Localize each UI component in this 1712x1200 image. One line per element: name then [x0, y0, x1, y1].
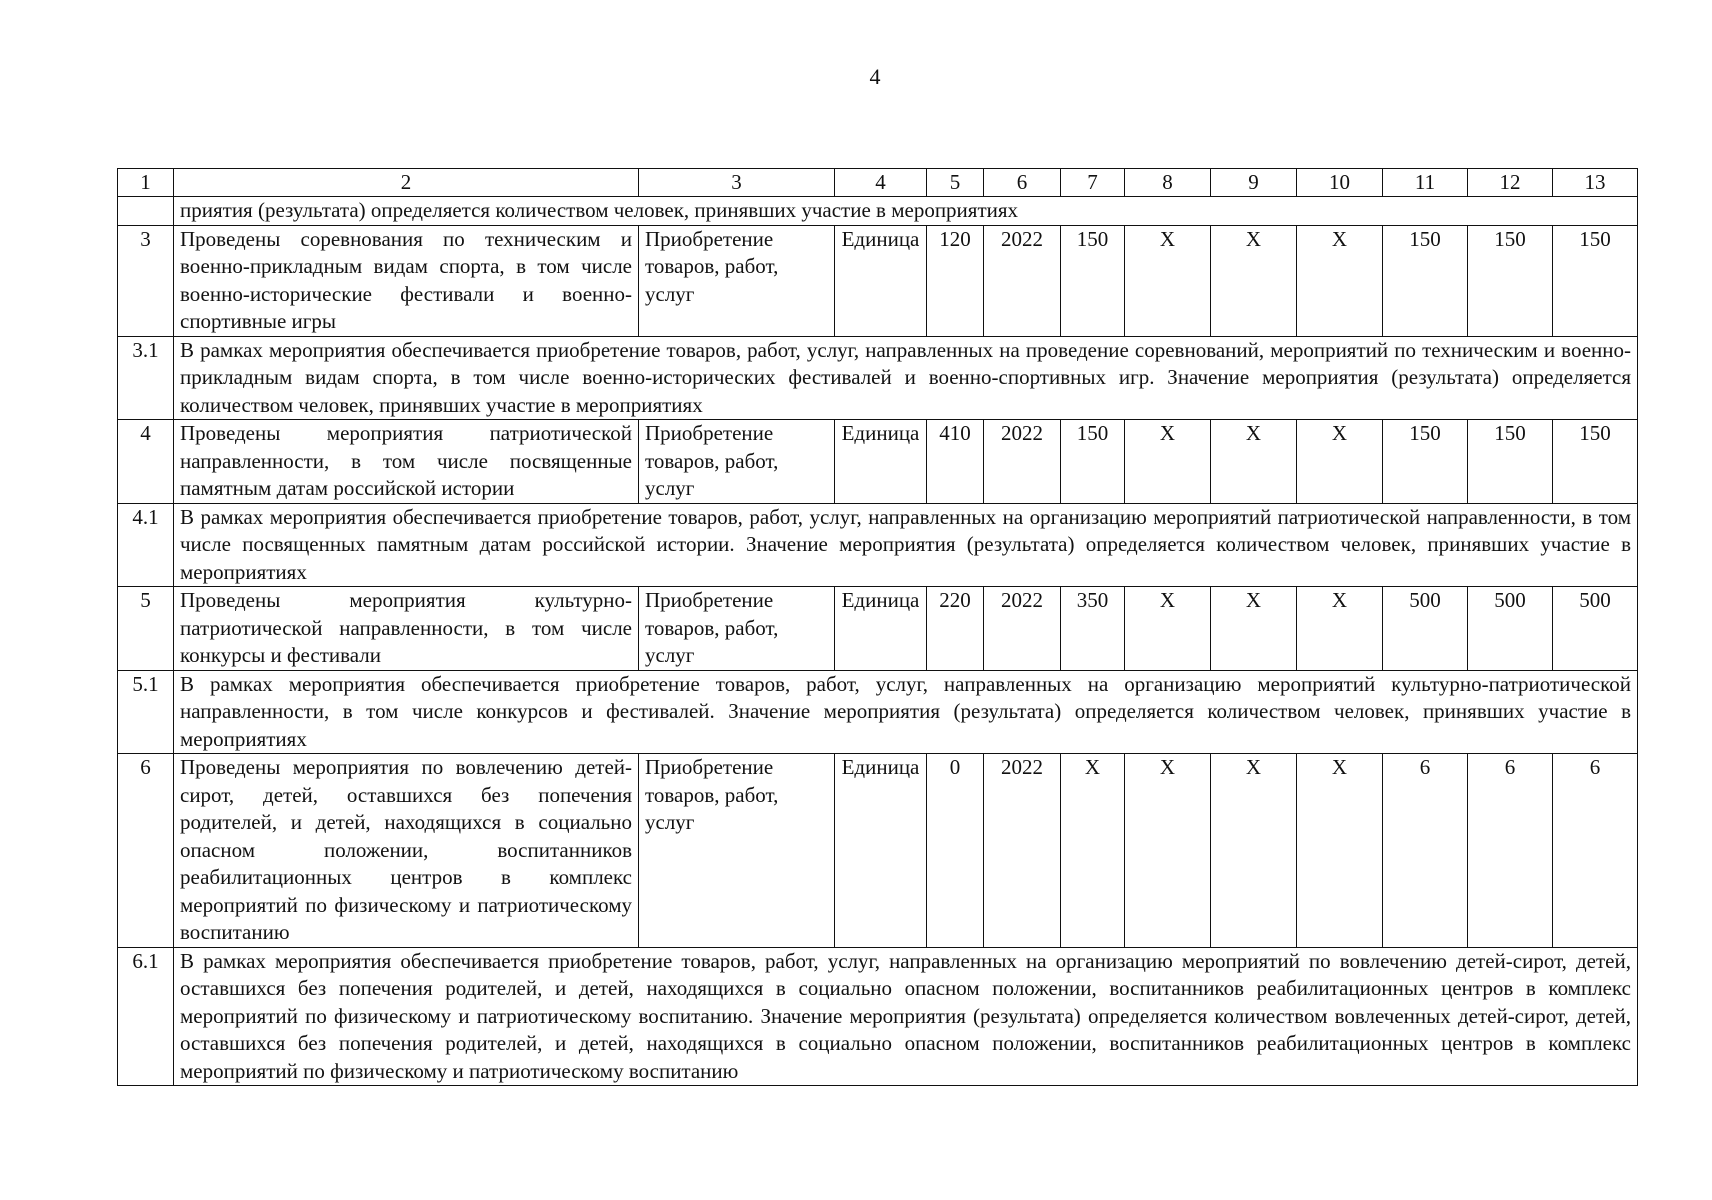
value-cell-c8: X — [1125, 420, 1211, 504]
col-header: 10 — [1297, 169, 1383, 197]
value-cell-c9: X — [1211, 587, 1297, 671]
value-cell-c10: X — [1297, 754, 1383, 948]
value-cell-c5: 220 — [927, 587, 984, 671]
value-cell-c8: X — [1125, 587, 1211, 671]
value-cell-c5: 120 — [927, 225, 984, 336]
unit-of-measure: Единица — [835, 420, 927, 504]
sub-row-number: 6.1 — [118, 947, 174, 1086]
activity-description: В рамках мероприятия обеспечивается приобретение товаров, работ, услуг, направленных на организацию мероприятий культурно-патриотической направленности, в том числе конкурсов и фестивалей. Значение мероприятия (результата) определяется количеством человек, принявших участие в мероприятиях — [174, 670, 1638, 754]
activity-row — [118, 754, 1638, 948]
activity-type: Приобретение товаров, работ, услуг — [639, 587, 835, 671]
activity-type: Приобретение товаров, работ, услуг — [639, 225, 835, 336]
value-cell-c9: X — [1211, 225, 1297, 336]
value-cell-c11: 150 — [1383, 225, 1468, 336]
value-cell-c6: 2022 — [984, 754, 1061, 948]
value-cell-c12: 150 — [1468, 225, 1553, 336]
value-cell-c10: X — [1297, 587, 1383, 671]
column-number-header-row — [118, 169, 1638, 197]
unit-of-measure: Единица — [835, 754, 927, 948]
value-cell-c11: 500 — [1383, 587, 1468, 671]
value-cell-c12: 500 — [1468, 587, 1553, 671]
value-cell-c12: 150 — [1468, 420, 1553, 504]
col-header: 9 — [1211, 169, 1297, 197]
value-cell-c7: 150 — [1061, 225, 1125, 336]
value-cell-c6: 2022 — [984, 420, 1061, 504]
activity-type: Приобретение товаров, работ, услуг — [639, 420, 835, 504]
activity-description-row — [118, 503, 1638, 587]
value-cell-c7: 350 — [1061, 587, 1125, 671]
col-header: 12 — [1468, 169, 1553, 197]
col-header: 1 — [118, 169, 174, 197]
col-header: 11 — [1383, 169, 1468, 197]
col-header: 8 — [1125, 169, 1211, 197]
value-cell-c13: 150 — [1553, 225, 1638, 336]
activity-name: Проведены мероприятия по вовлечению детей-сирот, детей, оставшихся без попечения родителей, и детей, находящихся в социально опасном положении, воспитанников реабилитационных центров в комплекс мероприятий по физическому и патриотическому воспитанию — [174, 754, 639, 948]
value-cell-c6: 2022 — [984, 587, 1061, 671]
value-cell-c11: 6 — [1383, 754, 1468, 948]
activity-description-row — [118, 670, 1638, 754]
col-header: 13 — [1553, 169, 1638, 197]
row-number: 5 — [118, 587, 174, 671]
sub-row-number: 3.1 — [118, 336, 174, 420]
page-number: 4 — [869, 64, 881, 89]
row-number: 6 — [118, 754, 174, 948]
value-cell-c9: X — [1211, 754, 1297, 948]
activity-description-row — [118, 336, 1638, 420]
activity-description: В рамках мероприятия обеспечивается приобретение товаров, работ, услуг, направленных на организацию мероприятий патриотической направленности, в том числе посвященных памятным датам российской истории. Значение мероприятия (результата) определяется количеством человек, принявших участие в мероприятиях — [174, 503, 1638, 587]
sub-row-number: 5.1 — [118, 670, 174, 754]
empty-cell — [118, 197, 174, 226]
activity-row — [118, 420, 1638, 504]
col-header: 7 — [1061, 169, 1125, 197]
col-header: 2 — [174, 169, 639, 197]
continuation-row — [118, 197, 1638, 226]
activity-description: В рамках мероприятия обеспечивается приобретение товаров, работ, услуг, направленных на организацию мероприятий по вовлечению детей-сирот, детей, оставшихся без попечения родителей, и детей, находящихся в социально опасном положении, воспитанников реабилитационных центров в комплекс мероприятий по физическому и патриотическому воспитанию. Значение мероприятия (результата) определяется количеством вовлеченных детей-сирот, детей, оставшихся без попечения родителей, и детей, находящихся в социально опасном положении, воспитанников реабилитационных центров в комплекс мероприятий по физическому и патриотическому воспитанию — [174, 947, 1638, 1086]
col-header: 3 — [639, 169, 835, 197]
sub-row-number: 4.1 — [118, 503, 174, 587]
value-cell-c8: X — [1125, 754, 1211, 948]
row-number: 4 — [118, 420, 174, 504]
value-cell-c9: X — [1211, 420, 1297, 504]
unit-of-measure: Единица — [835, 587, 927, 671]
value-cell-c10: X — [1297, 225, 1383, 336]
activity-row — [118, 587, 1638, 671]
activity-type: Приобретение товаров, работ, услуг — [639, 754, 835, 948]
continuation-text: приятия (результата) определяется количеством человек, принявших участие в мероприятиях — [174, 197, 1638, 226]
activity-name: Проведены мероприятия культурно-патриотической направленности, в том числе конкурсы и фестивали — [174, 587, 639, 671]
value-cell-c7: X — [1061, 754, 1125, 948]
value-cell-c7: 150 — [1061, 420, 1125, 504]
value-cell-c5: 0 — [927, 754, 984, 948]
value-cell-c5: 410 — [927, 420, 984, 504]
activity-name: Проведены мероприятия патриотической направленности, в том числе посвященные памятным датам российской истории — [174, 420, 639, 504]
value-cell-c13: 500 — [1553, 587, 1638, 671]
activity-name: Проведены соревнования по техническим и военно-прикладным видам спорта, в том числе военно-исторические фестивали и военно-спортивные игры — [174, 225, 639, 336]
value-cell-c11: 150 — [1383, 420, 1468, 504]
value-cell-c6: 2022 — [984, 225, 1061, 336]
activity-description-row — [118, 947, 1638, 1086]
unit-of-measure: Единица — [835, 225, 927, 336]
activity-description: В рамках мероприятия обеспечивается приобретение товаров, работ, услуг, направленных на проведение соревнований, мероприятий по техническим и военно-прикладным видам спорта, в том числе военно-исторических фестивалей и военно-спортивных игр. Значение мероприятия (результата) определяется количеством человек, принявших участие в мероприятиях — [174, 336, 1638, 420]
value-cell-c8: X — [1125, 225, 1211, 336]
col-header: 4 — [835, 169, 927, 197]
activities-table — [117, 168, 1638, 1086]
value-cell-c10: X — [1297, 420, 1383, 504]
activity-row — [118, 225, 1638, 336]
col-header: 5 — [927, 169, 984, 197]
value-cell-c13: 150 — [1553, 420, 1638, 504]
col-header: 6 — [984, 169, 1061, 197]
row-number: 3 — [118, 225, 174, 336]
value-cell-c13: 6 — [1553, 754, 1638, 948]
value-cell-c12: 6 — [1468, 754, 1553, 948]
